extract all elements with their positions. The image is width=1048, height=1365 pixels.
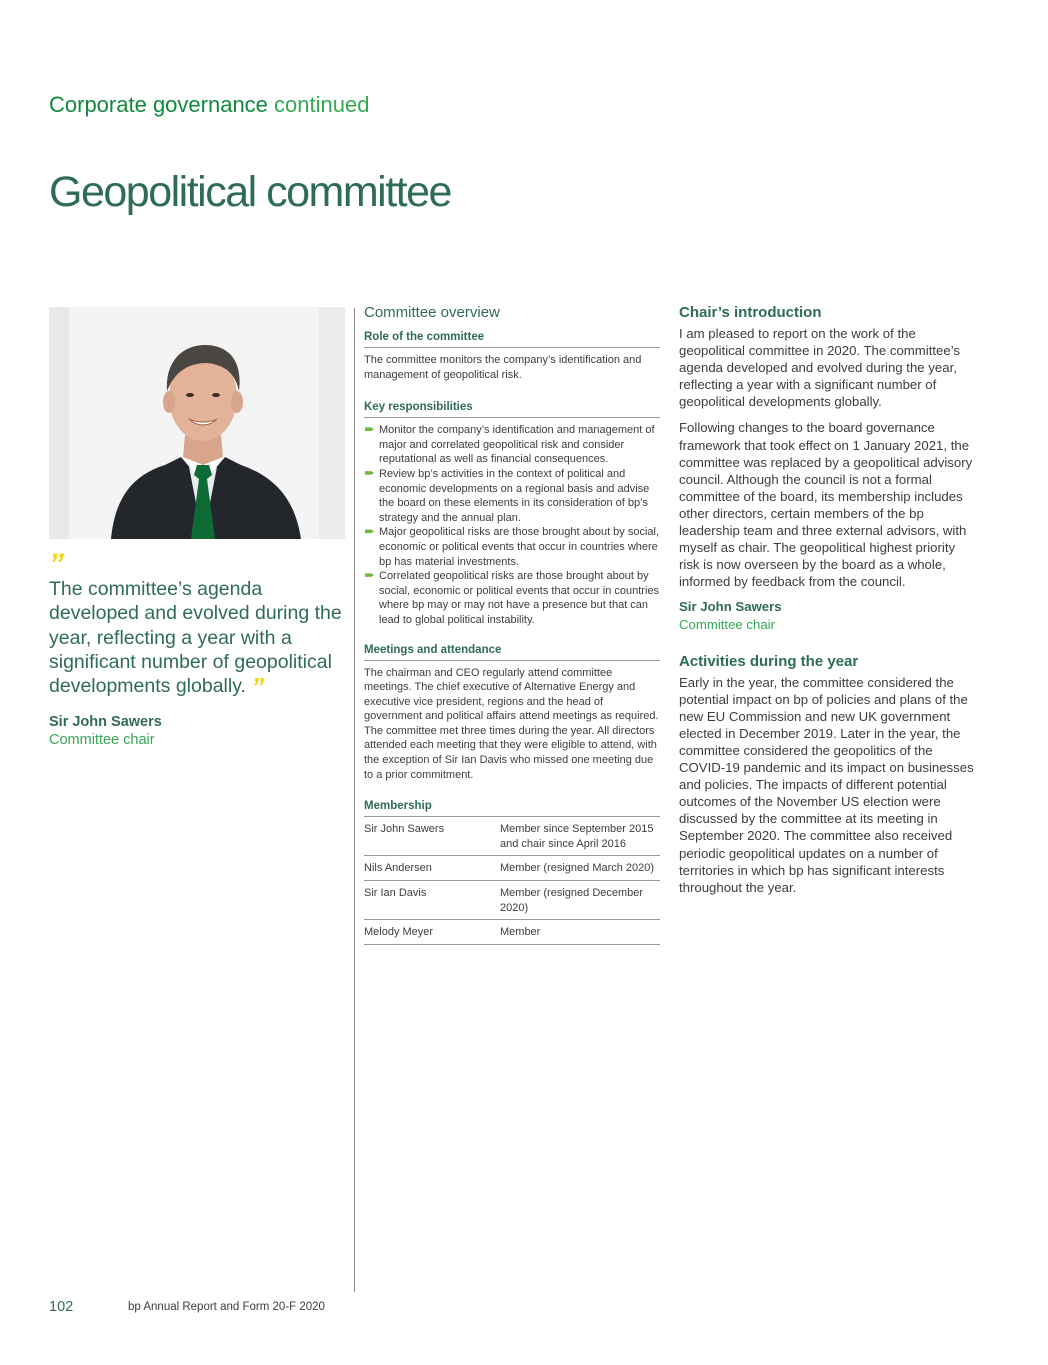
pull-quote (49, 577, 349, 703)
membership-heading: Membership (364, 800, 660, 817)
section-continued: continued (274, 92, 370, 117)
member-status: Member (resigned March 2020) (500, 856, 660, 881)
right-column (679, 304, 979, 896)
chair-name: Sir John Sawers (49, 714, 162, 730)
member-name: Sir Ian Davis (364, 881, 500, 920)
activities-heading: Activities during the year (679, 652, 859, 670)
intro-heading: Chair’s introduction (679, 304, 822, 321)
overview-title: Committee overview (364, 304, 500, 321)
page-number: 102 (49, 1299, 74, 1315)
column-divider (354, 308, 355, 1292)
member-name: Nils Andersen (364, 856, 500, 881)
list-item: Major geopolitical risks are those brought about by social, economic or political events that occur in countries where bp has material investments. (364, 525, 660, 569)
bullet-icon (365, 572, 374, 578)
table-row (364, 817, 660, 856)
intro-paragraph-2: Following changes to the board governance framework that took effect on 1 January 2021, the committee was replaced by a geopolitical advisory council. Although the council is not a formal committee of the board, its membership includes other directors, certain members of the bp leadership team and three external advisors, with myself as chair. The geopolitical highest priority risk is now overseen by the board as a whole, informed by feedback from the council. (679, 420, 973, 590)
bullet-icon (365, 470, 374, 476)
member-status: Member (500, 920, 660, 945)
table-row (364, 881, 660, 920)
bullet-icon (365, 426, 374, 432)
page-title: Geopolitical committee (49, 168, 451, 216)
list-item: Correlated geopolitical risks are those brought about by social, economic or political events that occur in countries where bp may or may not have a presence but that can lead to global political instability. (364, 569, 660, 627)
meetings-heading: Meetings and attendance (364, 644, 660, 661)
member-name: Sir John Sawers (364, 817, 500, 856)
committee-overview (364, 304, 660, 945)
section-header (49, 92, 369, 118)
member-status: Member since September 2015 and chair since April 2016 (500, 817, 660, 856)
chair-role: Committee chair (49, 732, 155, 748)
membership-table (364, 817, 660, 945)
member-name: Melody Meyer (364, 920, 500, 945)
activities-paragraph: Early in the year, the committee considered the potential impact on bp of policies and plans of the new EU Commission and new UK government elected in December 2019. Later in the year, the committee considered the geopolitics of the COVID-19 pandemic and its impact on businesses and policies. The impacts of different potential outcomes of the November US election were discussed by the committee at its meeting in September 2020. The committee also received periodic geopolitical updates on a number of territories in which bp has significant interests throughout the year. (679, 674, 974, 895)
quote-open-icon: ” (49, 548, 64, 581)
table-row (364, 920, 660, 945)
responsibilities-heading: Key responsibilities (364, 401, 660, 418)
role-text: The committee monitors the company’s identification and management of geopolitical risk. (364, 354, 642, 381)
list-item: Monitor the company’s identification and management of major and correlated geopolitical risk and consider reputational as well as financial consequences. (364, 423, 660, 467)
list-item: Review bp’s activities in the context of political and economic developments on a regional basis and advise the board on these elements in its consideration of bp’s strategy and the annual plan. (364, 467, 660, 525)
pull-quote-text: The committee’s agenda developed and evolved during the year, reflecting a year with a significant number of geopolitical developments globally. (49, 578, 342, 698)
intro-sign-role: Committee chair (679, 616, 776, 632)
member-status: Member (resigned December 2020) (500, 881, 660, 920)
intro-sign-name: Sir John Sawers (679, 599, 782, 615)
chair-photo (49, 307, 345, 539)
meetings-text: The chairman and CEO regularly attend committee meetings. The chief executive of Alternative Energy and executive vice president, regions and the head of government and political affairs attend meetings as required. The committee met three times during the year. All directors attended each meeting that they were eligible to attend, with the exception of Sir Ian Davis who missed one meeting due to a prior commitment. (364, 666, 659, 781)
chair-portrait-image (49, 307, 345, 539)
table-row (364, 856, 660, 881)
bullet-icon (365, 528, 374, 534)
intro-paragraph-1: I am pleased to report on the work of the geopolitical committee in 2020. The committee’s agenda developed and evolved during the year, reflecting a year with a significant number of geopolitical developments globally. (679, 326, 960, 410)
quote-close-icon: ” (251, 672, 265, 703)
publication-title: bp Annual Report and Form 20-F 2020 (128, 1301, 325, 1313)
section-name: Corporate governance (49, 92, 268, 117)
role-heading: Role of the committee (364, 331, 660, 348)
responsibilities-list (364, 423, 660, 627)
